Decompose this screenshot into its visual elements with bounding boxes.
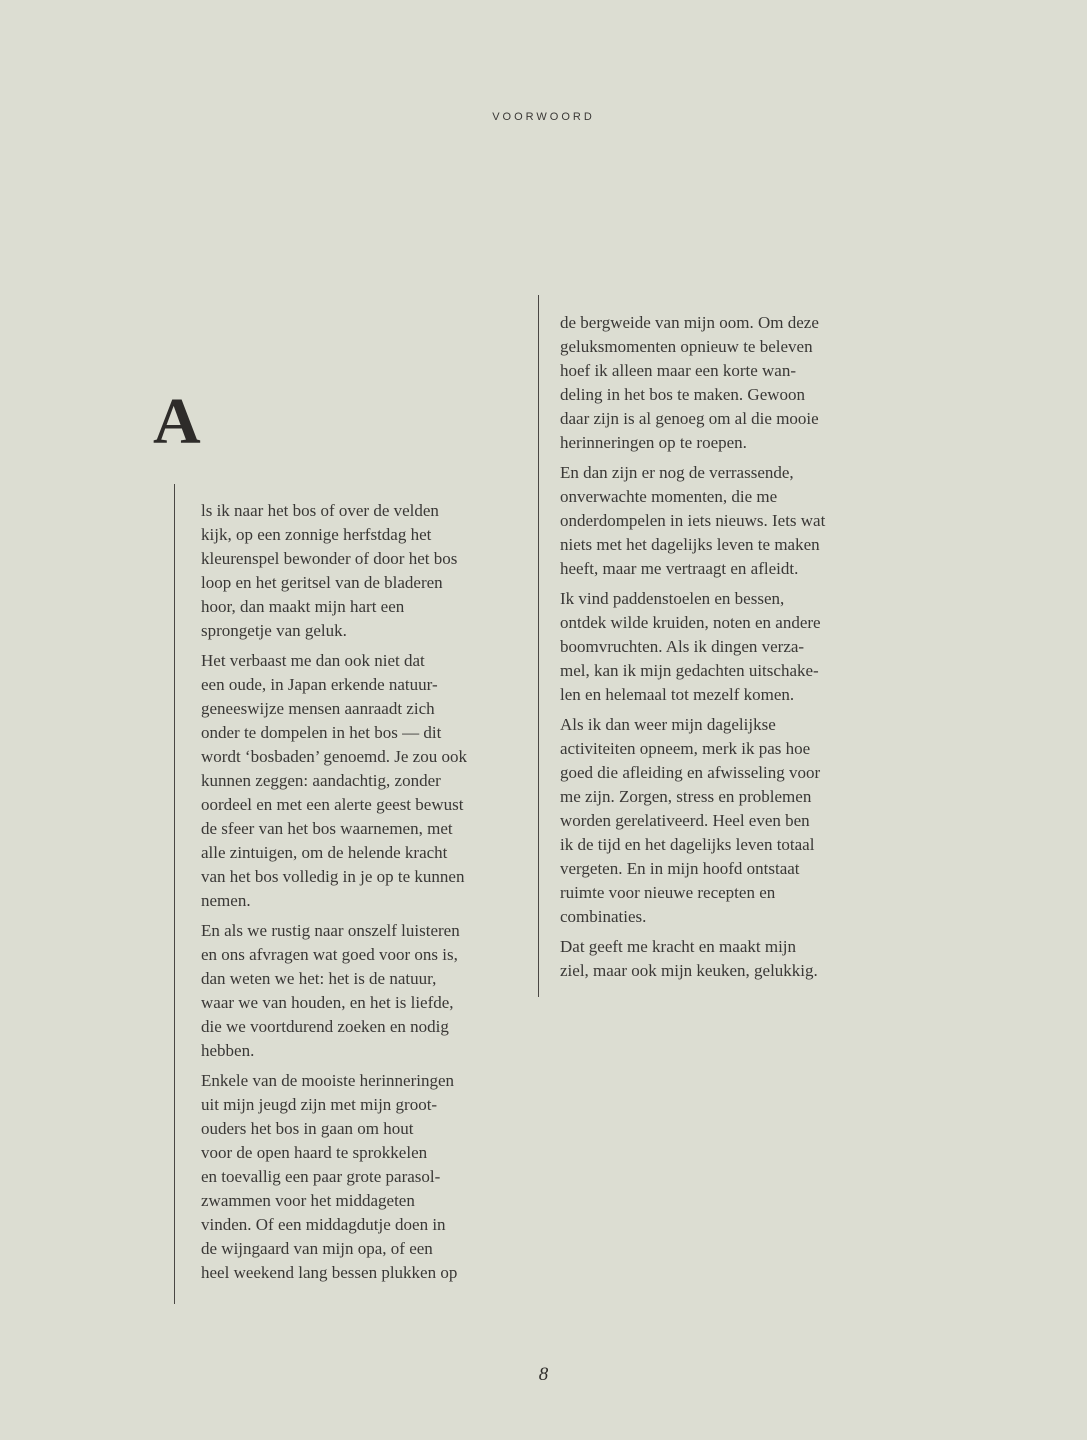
- text-line: boomvruchten. Als ik dingen verza-: [560, 637, 805, 656]
- text-line: ik de tijd en het dagelijks leven totaal: [560, 835, 815, 854]
- text-line: heeft, maar me vertraagt en afleidt.: [560, 559, 799, 578]
- text-line: niets met het dagelijks leven te maken: [560, 535, 820, 554]
- text-line: de sfeer van het bos waarnemen, met: [201, 819, 453, 838]
- text-line: en toevallig een paar grote parasol-: [201, 1167, 441, 1186]
- text-line: wordt ‘bosbaden’ genoemd. Je zou ook: [201, 747, 467, 766]
- text-line: ouders het bos in gaan om hout: [201, 1119, 414, 1138]
- drop-cap: A: [153, 385, 201, 458]
- text-line: van het bos volledig in je op te kunnen: [201, 867, 465, 886]
- text-line: een oude, in Japan erkende natuur-: [201, 675, 438, 694]
- text-line: combinaties.: [560, 907, 647, 926]
- text-line: heel weekend lang bessen plukken op: [201, 1263, 458, 1282]
- text-line: en ons afvragen wat goed voor ons is,: [201, 945, 458, 964]
- text-line: ruimte voor nieuwe recepten en: [560, 883, 776, 902]
- text-line: geluksmomenten opnieuw te beleven: [560, 337, 813, 356]
- text-line: vinden. Of een middagdutje doen in: [201, 1215, 446, 1234]
- right-column-rule: [538, 295, 539, 997]
- text-line: dan weten we het: het is de natuur,: [201, 969, 437, 988]
- text-line: Als ik dan weer mijn dagelijkse: [560, 715, 776, 734]
- text-line: alle zintuigen, om de helende kracht: [201, 843, 448, 862]
- text-line: En als we rustig naar onszelf luisteren: [201, 921, 460, 940]
- text-line: kijk, op een zonnige herfstdag het: [201, 525, 432, 544]
- text-line: hoef ik alleen maar een korte wan-: [560, 361, 796, 380]
- text-line: de wijngaard van mijn opa, of een: [201, 1239, 433, 1258]
- paragraph: [201, 919, 511, 1063]
- text-line: activiteiten opneem, merk ik pas hoe: [560, 739, 811, 758]
- text-line: Ik vind paddenstoelen en bessen,: [560, 589, 785, 608]
- text-line: Enkele van de mooiste herinneringen: [201, 1071, 455, 1090]
- text-line: mel, kan ik mijn gedachten uitschake-: [560, 661, 819, 680]
- text-line: vergeten. En in mijn hoofd ontstaat: [560, 859, 800, 878]
- text-line: sprongetje van geluk.: [201, 621, 347, 640]
- left-column-rule: [174, 484, 175, 1304]
- text-line: de bergweide van mijn oom. Om deze: [560, 313, 819, 332]
- text-line: En dan zijn er nog de verrassende,: [560, 463, 794, 482]
- paragraph: [201, 1069, 511, 1285]
- text-line: voor de open haard te sprokkelen: [201, 1143, 428, 1162]
- right-text-column: [560, 311, 870, 989]
- text-line: onderdompelen in iets nieuws. Iets wat: [560, 511, 826, 530]
- left-text-column: [201, 499, 511, 1291]
- text-line: herinneringen op te roepen.: [560, 433, 747, 452]
- text-line: daar zijn is al genoeg om al die mooie: [560, 409, 819, 428]
- text-line: ls ik naar het bos of over de velden: [201, 501, 439, 520]
- paragraph: [560, 311, 870, 455]
- text-line: ontdek wilde kruiden, noten en andere: [560, 613, 821, 632]
- text-line: nemen.: [201, 891, 251, 910]
- text-line: oordeel en met een alerte geest bewust: [201, 795, 464, 814]
- paragraph: [560, 587, 870, 707]
- text-line: loop en het geritsel van de bladeren: [201, 573, 443, 592]
- text-line: goed die afleiding en afwisseling voor: [560, 763, 821, 782]
- text-line: zwammen voor het middageten: [201, 1191, 415, 1210]
- section-title: VOORWOORD: [492, 111, 595, 123]
- text-line: hebben.: [201, 1041, 255, 1060]
- text-line: deling in het bos te maken. Gewoon: [560, 385, 806, 404]
- text-line: Dat geeft me kracht en maakt mijn: [560, 937, 797, 956]
- paragraph: [560, 461, 870, 581]
- text-line: onder te dompelen in het bos — dit: [201, 723, 442, 742]
- paragraph: [201, 649, 511, 913]
- text-line: Het verbaast me dan ook niet dat: [201, 651, 425, 670]
- paragraph: [560, 713, 870, 929]
- text-line: worden gerelativeerd. Heel even ben: [560, 811, 810, 830]
- text-line: ziel, maar ook mijn keuken, gelukkig.: [560, 961, 818, 980]
- text-line: len en helemaal tot mezelf komen.: [560, 685, 795, 704]
- text-line: onverwachte momenten, die me: [560, 487, 778, 506]
- paragraph: [560, 935, 870, 983]
- text-line: uit mijn jeugd zijn met mijn groot-: [201, 1095, 438, 1114]
- text-line: waar we van houden, en het is liefde,: [201, 993, 454, 1012]
- text-line: hoor, dan maakt mijn hart een: [201, 597, 405, 616]
- page-number: 8: [538, 1364, 549, 1385]
- text-line: kunnen zeggen: aandachtig, zonder: [201, 771, 441, 790]
- text-line: me zijn. Zorgen, stress en problemen: [560, 787, 812, 806]
- paragraph: [201, 499, 511, 643]
- text-line: geneeswijze mensen aanraadt zich: [201, 699, 435, 718]
- text-line: kleurenspel bewonder of door het bos: [201, 549, 458, 568]
- text-line: die we voortdurend zoeken en nodig: [201, 1017, 449, 1036]
